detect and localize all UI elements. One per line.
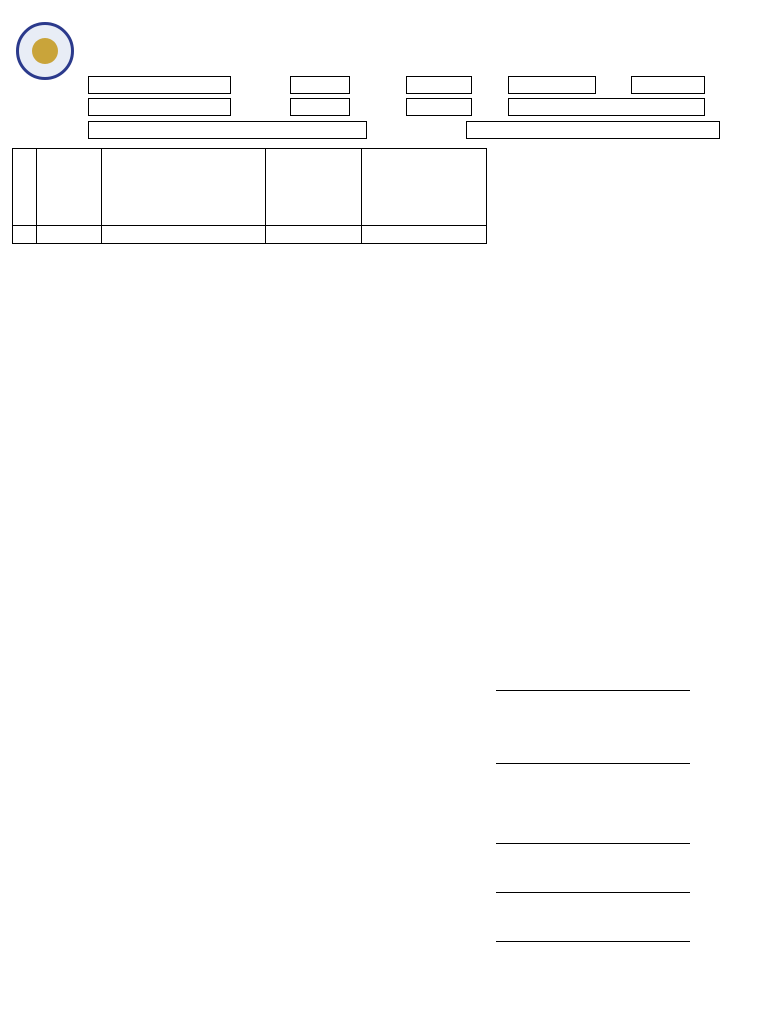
district-field[interactable] xyxy=(406,76,472,94)
school-year-field[interactable] xyxy=(290,98,350,116)
scc-member-line[interactable] xyxy=(496,843,690,844)
col-no xyxy=(13,149,37,226)
guidelines xyxy=(496,441,692,445)
col-ncl xyxy=(362,149,487,226)
male-label xyxy=(37,226,102,244)
scc-member-line[interactable] xyxy=(496,892,690,893)
deped-logo xyxy=(612,22,762,66)
school-head-line[interactable] xyxy=(496,763,690,764)
deped-seal-icon xyxy=(16,22,74,80)
school-id-field[interactable] xyxy=(290,76,350,94)
course-field[interactable] xyxy=(466,121,720,139)
class-adviser-line[interactable] xyxy=(496,690,690,691)
division-field[interactable] xyxy=(508,76,596,94)
learners-table-top xyxy=(12,148,487,244)
grade-level-field[interactable] xyxy=(406,98,472,116)
track-field[interactable] xyxy=(88,121,367,139)
scc-member-line[interactable] xyxy=(496,941,690,942)
col-lrn xyxy=(37,149,102,226)
section-field[interactable] xyxy=(508,98,705,116)
school-name-field[interactable] xyxy=(88,76,231,94)
col-completed xyxy=(266,149,362,226)
semester-field[interactable] xyxy=(88,98,231,116)
col-name xyxy=(102,149,266,226)
region-field[interactable] xyxy=(631,76,705,94)
